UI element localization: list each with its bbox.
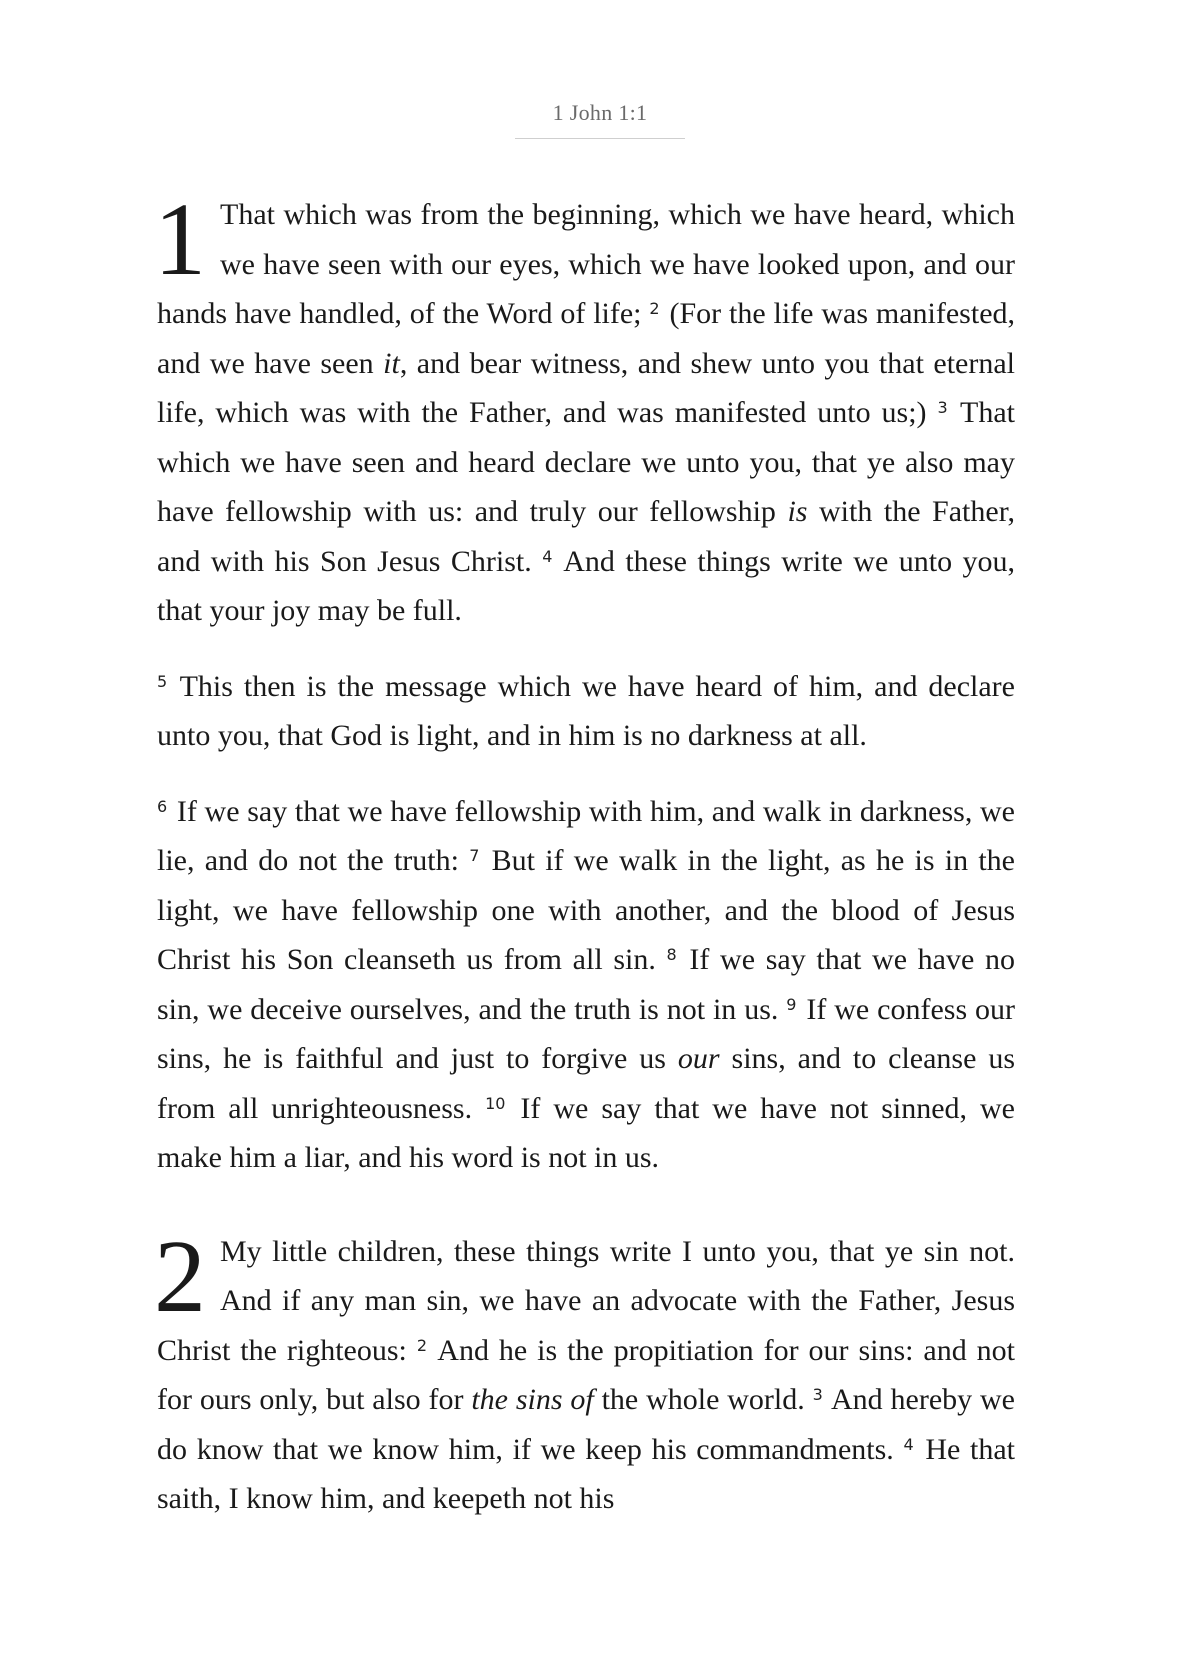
chapter-number: 1 (154, 182, 206, 297)
verse-number: 6 (157, 796, 168, 816)
verse-number: 9 (786, 994, 797, 1014)
verse-number: 3 (812, 1385, 823, 1404)
verse-number: 2 (416, 1335, 427, 1355)
running-header (0, 100, 1200, 139)
paragraph: $^5$ This then is the message which we have heard of him, and declare unto you, that God is light, and in him is no darkness at all. (157, 669, 1015, 752)
verse-number: 7 (469, 846, 480, 865)
verse-number: 2 (649, 299, 660, 318)
header-divider (515, 138, 685, 139)
page-reference: 1 John 1:1 (552, 100, 648, 125)
italic-text: it (383, 346, 400, 380)
verse-number: 5 (157, 671, 168, 691)
chapter-number: 2 (154, 1218, 206, 1334)
italic-text: the sins of (471, 1383, 594, 1416)
verse-number: 4 (903, 1434, 914, 1454)
verse-number: 10 (485, 1093, 506, 1113)
paragraph: 2 My little children, these things write I unto you, that ye sin not. And if any man sin, we have an advocate with the Father, Jesus Christ the righteous: $^2$ And he is the propitiation for our sins: and not for ours only, but also for the sins of the whole world. $^3$ And hereby we do know that we know him, if we keep his commandments. $^4$ He that saith, I know him, and keepeth not his (154, 1218, 1016, 1515)
verse-number: 3 (937, 398, 948, 417)
paragraph: $^6$ If we say that we have fellowship with him, and walk in darkness, we lie, and do not the truth: $^7$ But if we walk in the light, as he is in the light, we have fellowship one with another, and the blood of Jesus Christ his Son cleanseth us from all sin. $^8$ If we say that we have no sin, we deceive ourselves, and the truth is not in us. $^9$ If we confess our sins, he is faithful and just to forgive us our sins, and to cleanse us from all unrighteousness. $^{10}$ If we say that we have not sinned, we make him a liar, and his word is not in us. (157, 794, 1016, 1174)
verse-number: 4 (542, 546, 553, 566)
italic-text: our (677, 1042, 720, 1075)
paragraph: 1 That which was from the beginning, which we have heard, which we have seen with our eyes, which we have looked upon, and our hands have handled, of the Word of life; $^2$ (For the life was manifested, and we have seen it, and bear witness, and shew unto you that eternal life, which was with the Father, and was manifested unto us;) $^3$ That which we have seen and heard declare we unto you, that ye also may have fellowship with us: and truly our fellowship is with the Father, and with his Son Jesus Christ. $^4$ And these things write we unto you, that your joy may be full. (154, 182, 1016, 627)
italic-text: is (787, 495, 808, 528)
scripture-text (154, 182, 1016, 1550)
verse-number: 8 (666, 945, 677, 964)
